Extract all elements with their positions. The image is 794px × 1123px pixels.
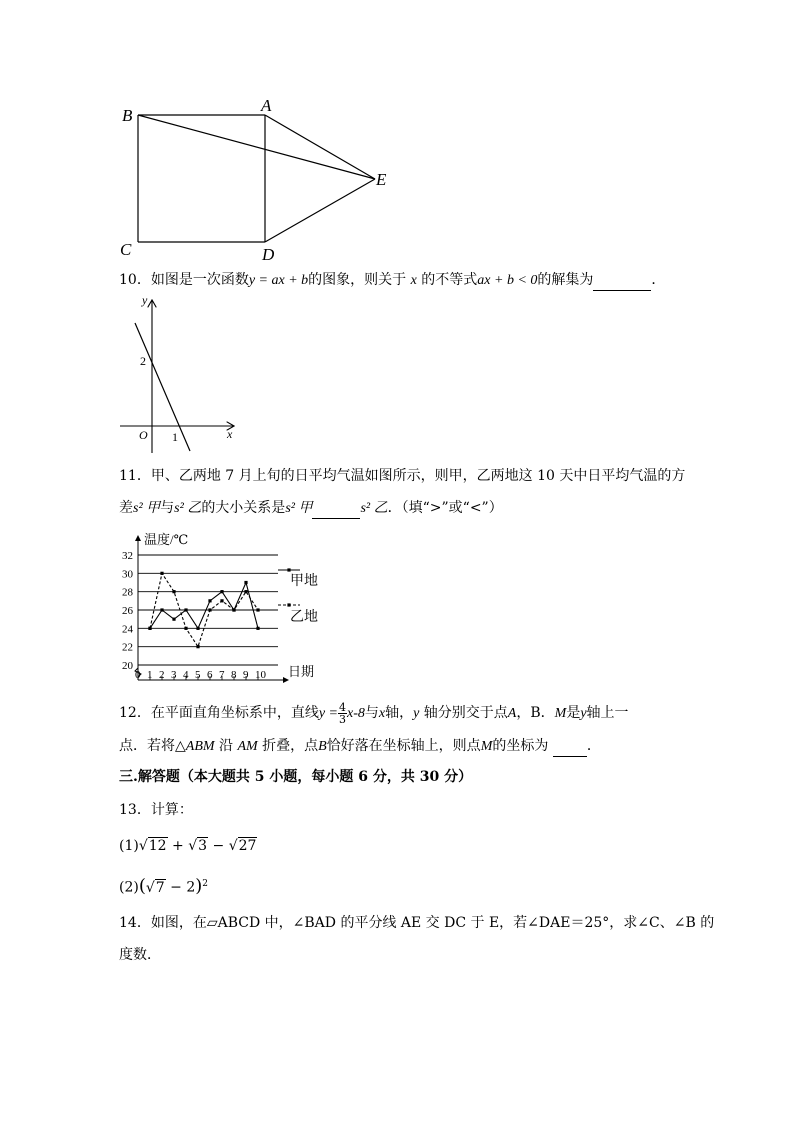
question-11-line2	[119, 498, 503, 519]
q11-number: 11．	[119, 468, 151, 484]
x-tick-label: 1	[147, 669, 153, 681]
sqrt-12-radicand: 12	[148, 838, 167, 854]
origin-label: O	[139, 428, 148, 442]
x-tick-label: 8	[231, 669, 237, 681]
q13-p2-rest: − 2	[165, 879, 196, 896]
q11-s2-yi: s² 乙	[174, 501, 202, 516]
q12-fraction	[338, 702, 347, 725]
y-tick-label: 22	[122, 641, 133, 654]
segment-be	[138, 115, 375, 179]
series-point-yi	[244, 590, 247, 593]
q11-line2-a: 差	[119, 500, 133, 516]
segment-ae	[265, 115, 375, 179]
q12-line2-e: 的坐标为	[492, 738, 549, 754]
x-tick-label: 4	[183, 669, 189, 681]
question-13	[119, 800, 193, 820]
q12-text-d: 轴分别交于点	[423, 705, 508, 721]
series-line-jia	[150, 583, 258, 629]
sqrt-27: √27	[228, 838, 257, 854]
q10-text-a: 如图是一次函数	[150, 272, 249, 288]
q10-text-d: 的解集为	[537, 272, 594, 288]
q12-text-f: 是	[566, 705, 581, 721]
temperature-line-chart	[118, 530, 338, 685]
question-12-line1	[119, 700, 629, 727]
q13-p1-plus: +	[172, 838, 184, 854]
q11-line2-b: 与	[160, 500, 175, 516]
x-tick-label: 0	[135, 669, 141, 681]
linear-function-graph	[115, 293, 245, 458]
q13-p2-close: )	[195, 875, 203, 897]
series-point-yi	[232, 608, 235, 611]
q12-b: B	[318, 739, 327, 754]
q12-frac-num: 4	[339, 700, 346, 714]
q13-text: 计算：	[150, 802, 193, 818]
series-point-yi	[160, 572, 163, 575]
q12-text-b: 与	[364, 705, 379, 721]
legend-marker-yi	[287, 603, 290, 606]
q13-number: 13．	[119, 802, 151, 818]
q11-s2-jia: s² 甲	[133, 501, 161, 516]
q13-p2-open: (	[138, 875, 146, 897]
y-tick-label: 30	[122, 568, 133, 581]
legend-marker-jia	[287, 568, 290, 571]
q11-s2-jia-2: s² 甲	[285, 501, 313, 516]
label-e: E	[376, 170, 387, 189]
question-14-line1	[119, 913, 714, 933]
q11-line1: 甲、乙两地 7 月上旬的日平均气温如图所示，则甲，乙两地这 10 天中日平均气温的方	[150, 468, 686, 484]
label-a: A	[261, 96, 272, 115]
q12-frac-den: 3	[339, 712, 346, 726]
series-point-yi	[256, 608, 259, 611]
q14-number: 14．	[119, 915, 151, 931]
x-tick-label: 2	[159, 669, 165, 681]
q12-am: AM	[237, 739, 258, 754]
q12-line2-a: 点．若将	[119, 738, 175, 754]
q10-answer-blank[interactable]	[593, 270, 651, 291]
series-point-jia	[208, 599, 211, 602]
question-10	[119, 270, 665, 291]
x-tick-label: 3	[171, 669, 177, 681]
x-tick-label: 5	[195, 669, 201, 681]
q12-pt-m: M	[554, 706, 567, 721]
sqrt-3: √3	[188, 838, 208, 854]
q11-line2-c: 的大小关系是	[201, 500, 286, 516]
x-tick-label: 9	[243, 669, 249, 681]
q10-text-c: 的不等式	[421, 272, 478, 288]
x-intercept-label: 1	[172, 430, 178, 444]
series-point-yi	[172, 590, 175, 593]
sqrt-3-radicand: 3	[198, 838, 208, 854]
series-point-yi	[196, 645, 199, 648]
q12-text-e: ，B．	[516, 705, 555, 721]
series-point-jia	[160, 608, 163, 611]
series-point-jia	[220, 590, 223, 593]
x-axis-title: 日期	[288, 664, 315, 679]
sqrt-27-radicand: 27	[238, 838, 257, 854]
axis-label-x: x	[227, 427, 233, 441]
series-point-jia	[172, 618, 175, 621]
series-point-jia	[256, 627, 259, 630]
series-point-jia	[184, 608, 187, 611]
question-11-line1	[119, 466, 685, 486]
sqrt-7-radicand: 7	[155, 879, 165, 896]
q13-p1-minus: −	[212, 838, 225, 854]
q11-answer-blank[interactable]	[312, 498, 360, 519]
question-13-part2	[119, 874, 208, 898]
x-tick-label: 7	[219, 669, 225, 681]
y-tick-label: 24	[122, 623, 133, 636]
q14-line2: 度数．	[119, 947, 161, 963]
question-14-line2	[119, 945, 161, 965]
series-point-yi	[208, 608, 211, 611]
q10-number: 10．	[119, 272, 151, 288]
question-12-line2	[119, 736, 601, 757]
q12-answer-blank[interactable]	[553, 736, 587, 757]
y-tick-label: 32	[122, 550, 133, 562]
y-intercept-label: 2	[140, 354, 146, 368]
q12-tri: △ABM	[175, 739, 215, 754]
legend-label-jia: 甲地	[290, 574, 318, 589]
q12-pt-a: A	[507, 706, 517, 721]
q10-ineq: ax + b < 0	[477, 273, 538, 288]
legend-label-yi: 乙地	[290, 610, 318, 625]
sqrt-12: √12	[138, 838, 167, 854]
y-axis-title: 温度/℃	[144, 532, 189, 547]
question-13-part1	[119, 836, 257, 856]
q12-line2-d: 恰好落在坐标轴上，则点	[326, 738, 481, 754]
label-c: C	[120, 240, 132, 259]
segment-de	[265, 179, 375, 242]
q10-text-b: 的图象，则关于	[308, 272, 407, 288]
q12-m: M	[480, 739, 493, 754]
q12-number: 12．	[119, 705, 151, 721]
geometry-figure-square-abde	[110, 95, 410, 270]
q12-eq-y: y =	[318, 706, 338, 721]
x-tick-label: 6	[207, 669, 213, 681]
label-b: B	[122, 106, 133, 125]
x-tick-label: 10	[255, 669, 266, 681]
q13-p1-label: (1)	[119, 838, 139, 854]
q11-line2-d: ．（填“>”或“<”）	[387, 500, 503, 516]
series-point-yi	[220, 599, 223, 602]
q11-s2-yi-2: s² 乙	[360, 501, 388, 516]
y-tick-label: 28	[122, 586, 133, 599]
q12-end: ．	[586, 738, 601, 754]
q10-end: ．	[651, 272, 666, 288]
q12-y-axis-2: y	[580, 706, 587, 721]
y-tick-label: 26	[122, 605, 133, 617]
series-point-yi	[148, 627, 151, 630]
q12-line2-b: 沿	[219, 738, 233, 754]
q13-p2-label: (2)	[119, 879, 139, 896]
sqrt-7: √7	[145, 879, 165, 896]
q12-x-axis: x	[378, 706, 386, 721]
series-point-jia	[196, 627, 199, 630]
q14-line1: 如图，在▱ABCD 中，∠BAD 的平分线 AE 交 DC 于 E，若∠DAE＝25°，求∠C、∠B 的	[150, 915, 715, 931]
q10-var: x	[410, 273, 417, 288]
q12-y-axis: y	[413, 706, 420, 721]
series-point-yi	[184, 627, 187, 630]
q13-p2-exp: 2	[202, 879, 209, 889]
y-tick-label: 20	[122, 660, 133, 672]
y-axis-arrow	[135, 535, 141, 541]
q10-func: y = ax + b	[248, 273, 309, 288]
series-point-jia	[244, 581, 247, 584]
q12-text-g: 轴上一	[586, 705, 629, 721]
axis-label-y: y	[142, 293, 148, 307]
label-d: D	[262, 245, 275, 264]
q12-eq-rest: x-8	[347, 706, 365, 721]
section-3-heading: 三.解答题（本大题共 5 小题，每小题 6 分，共 30 分）	[119, 769, 473, 785]
q12-text-a: 在平面直角坐标系中，直线	[150, 705, 319, 721]
q12-text-c: 轴，	[385, 705, 414, 721]
q12-line2-c: 折叠，点	[262, 738, 319, 754]
